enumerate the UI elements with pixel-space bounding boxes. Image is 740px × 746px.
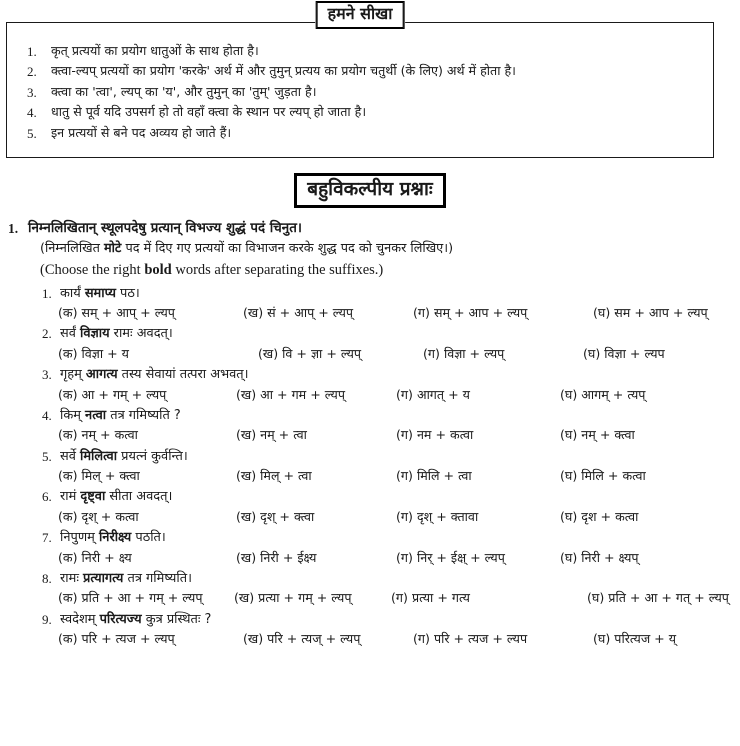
- option-a[interactable]: [58, 548, 236, 568]
- instruction-english-post: words after separating the suffixes.): [171, 262, 384, 279]
- question-stem-pre: किम्: [60, 407, 86, 423]
- option-label: (ग): [396, 386, 413, 402]
- question-options: [0, 344, 740, 364]
- question-stem-pre: रामं: [60, 489, 81, 505]
- option-c[interactable]: [396, 385, 560, 405]
- question-options: [0, 425, 740, 445]
- option-label: (क): [58, 427, 78, 443]
- question-stem-post: प्रयत्नं कुर्वन्ति।: [117, 448, 188, 464]
- option-text: निरी + ईक्ष्य: [260, 549, 317, 565]
- option-label: (ख): [236, 549, 257, 565]
- option-text: नम् + क्त्वा: [581, 427, 635, 443]
- question-item: [0, 365, 740, 405]
- option-label: (ख): [236, 468, 257, 484]
- option-text: विज्ञा + ल्यप: [604, 345, 665, 361]
- question-item: [0, 487, 740, 527]
- option-label: (क): [58, 631, 78, 647]
- option-label: (क): [58, 386, 78, 402]
- option-a[interactable]: [58, 629, 243, 649]
- question-number: 8.: [42, 570, 52, 586]
- option-label: (ख): [258, 345, 279, 361]
- question-number: 7.: [42, 530, 52, 546]
- option-d[interactable]: [560, 466, 646, 486]
- option-label: (घ): [593, 305, 611, 321]
- option-a[interactable]: [58, 588, 234, 608]
- option-text: आ + गम् + ल्यप्: [81, 386, 167, 402]
- question-options: [0, 548, 740, 568]
- option-label: (ख): [236, 427, 257, 443]
- summary-point: इन प्रत्ययों से बने पद अव्यय हो जाते हैं।: [51, 124, 232, 140]
- option-c[interactable]: [396, 548, 560, 568]
- option-label: (घ): [560, 386, 578, 402]
- question-stem-pre: कार्यं: [60, 285, 85, 301]
- option-text: प्रत्या + गत्य: [411, 590, 470, 606]
- question-stem: [0, 487, 740, 506]
- option-label: (घ): [560, 508, 578, 524]
- question-item: [0, 447, 740, 487]
- summary-point: कृत् प्रत्ययों का प्रयोग धातुओं के साथ होता है।: [51, 43, 259, 58]
- question-number: 6.: [42, 489, 52, 505]
- question-stem-bold: प्रत्यागत्य: [83, 570, 124, 586]
- option-b[interactable]: [243, 629, 413, 649]
- mcq-heading: बहुविकल्पीय प्रश्नाः: [295, 174, 445, 207]
- option-text: परि + त्यज + ल्यप्: [81, 631, 175, 647]
- question-options: [0, 629, 740, 649]
- question-stem: [0, 569, 740, 588]
- option-a[interactable]: [58, 303, 243, 323]
- option-a[interactable]: [58, 425, 236, 445]
- option-label: (ख): [243, 305, 264, 321]
- option-label: (ग): [413, 631, 430, 647]
- question-number: 1.: [42, 285, 52, 301]
- option-b[interactable]: [234, 588, 391, 608]
- option-a[interactable]: [58, 466, 236, 486]
- option-label: (ग): [423, 345, 440, 361]
- option-text: मिलि + कत्वा: [581, 468, 646, 484]
- mcq-heading-row: [0, 174, 740, 207]
- option-text: नम् + कत्वा: [81, 427, 138, 443]
- question-item: [0, 569, 740, 609]
- question-number: 9.: [42, 611, 52, 627]
- question-stem-post: पठति।: [131, 530, 166, 546]
- option-text: मिलि + त्वा: [416, 468, 472, 484]
- instruction-english-bold: bold: [144, 262, 172, 279]
- question-stem-pre: सर्वे: [60, 448, 80, 464]
- option-text: सम् + आप + ल्यप्: [433, 305, 528, 321]
- option-b[interactable]: [236, 466, 396, 486]
- option-d[interactable]: [560, 507, 638, 527]
- question-stem-pre: गृहम्: [60, 367, 86, 383]
- option-c[interactable]: [396, 507, 560, 527]
- option-text: निरी + क्ष्यप्: [581, 549, 639, 565]
- option-c[interactable]: [413, 303, 593, 323]
- option-label: (ख): [243, 631, 264, 647]
- instruction-hindi-post: पद में दिए गए प्रत्ययों का विभाजन करके शुद्ध पद को चुनकर लिखिए।): [121, 240, 454, 256]
- question-stem: [0, 528, 740, 547]
- question-stem: [0, 324, 740, 343]
- option-b[interactable]: [236, 385, 396, 405]
- option-d[interactable]: [587, 588, 729, 608]
- option-text: प्रति + आ + गत् + ल्यप्: [608, 590, 729, 606]
- option-text: परित्यज + य्: [614, 631, 677, 647]
- option-text: दृश + कत्वा: [581, 508, 639, 524]
- question-item: [0, 528, 740, 568]
- question-item: [0, 284, 740, 324]
- option-text: आ + गम + ल्यप्: [260, 386, 345, 402]
- summary-point: क्त्वा का 'त्वा', ल्यप् का 'य', और तुमुन् का 'तुम्' जुड़ता है।: [51, 83, 317, 99]
- question-options: [0, 588, 740, 608]
- question-options: [0, 303, 740, 323]
- option-label: (ग): [396, 427, 413, 443]
- option-label: (क): [58, 549, 78, 565]
- option-text: नम + कत्वा: [416, 427, 474, 443]
- option-a[interactable]: [58, 344, 258, 364]
- option-d[interactable]: [593, 629, 676, 649]
- option-text: मिल् + क्त्वा: [81, 468, 140, 484]
- option-c[interactable]: [396, 425, 560, 445]
- question-options: [0, 385, 740, 405]
- option-label: (ख): [236, 508, 257, 524]
- question-stem: [0, 610, 740, 629]
- instruction-sanskrit-text: निम्नलिखितान् स्थूलपदेषु प्रत्यान् विभज्य शुद्धं पदं चिनुत।: [28, 220, 302, 236]
- summary-list: [21, 41, 699, 143]
- option-c[interactable]: [391, 588, 587, 608]
- option-label: (ग): [396, 549, 413, 565]
- question-stem-bold: विज्ञाय: [79, 326, 110, 342]
- option-label: (ग): [391, 590, 408, 606]
- question-stem-pre: सर्वं: [60, 326, 80, 342]
- question-options: [0, 507, 740, 527]
- question-stem: [0, 406, 740, 425]
- question-stem-pre: स्वदेशम्: [60, 611, 100, 627]
- option-b[interactable]: [236, 548, 396, 568]
- option-text: निरी + क्ष्य: [81, 549, 132, 565]
- option-a[interactable]: [58, 385, 236, 405]
- option-text: विज्ञा + ल्यप्: [443, 345, 505, 361]
- summary-point: क्त्वा-ल्यप् प्रत्ययों का प्रयोग 'करके' अर्थ में और तुमुन् प्रत्यय का प्रयोग चतुर्थी (के लिए) अर्थ में होता है।: [51, 63, 516, 79]
- option-text: नम् + त्वा: [260, 427, 307, 443]
- question-stem-pre: रामः: [60, 570, 84, 586]
- instruction-hindi-bold: मोटे: [103, 240, 122, 256]
- question-stem-bold: नत्वा: [85, 407, 107, 423]
- instruction-english-line: [6, 259, 740, 281]
- option-text: आगम् + त्यप्: [581, 386, 646, 402]
- instruction-number: 1.: [8, 220, 19, 236]
- option-text: आगत् + य: [416, 386, 470, 402]
- option-d[interactable]: [560, 548, 639, 568]
- option-b[interactable]: [236, 507, 396, 527]
- option-label: (ग): [396, 468, 413, 484]
- question-item: [0, 610, 740, 650]
- option-label: (क): [58, 345, 78, 361]
- question-number: 2.: [42, 326, 52, 342]
- option-text: निर् + ईक्ष् + ल्यप्: [416, 549, 505, 565]
- option-c[interactable]: [413, 629, 593, 649]
- question-stem-bold: दृष्ट्वा: [80, 489, 106, 505]
- question-stem: [0, 447, 740, 466]
- option-label: (घ): [560, 427, 578, 443]
- question-stem: [0, 284, 740, 303]
- summary-section: [6, 4, 714, 158]
- option-d[interactable]: [560, 385, 645, 405]
- summary-box: [6, 22, 714, 158]
- question-stem-post: रामः अवदत्।: [109, 326, 173, 342]
- option-label: (घ): [560, 468, 578, 484]
- option-text: परि + त्यज् + ल्यप्: [267, 631, 361, 647]
- option-label: (घ): [583, 345, 601, 361]
- option-b[interactable]: [258, 344, 423, 364]
- instruction-hindi-pre: (निम्नलिखित: [40, 240, 104, 256]
- question-stem-bold: आगत्य: [85, 367, 118, 383]
- option-label: (ग): [413, 305, 430, 321]
- option-text: परि + त्यज + ल्यप: [433, 631, 528, 647]
- option-c[interactable]: [396, 466, 560, 486]
- option-text: दृश् + कत्वा: [81, 508, 139, 524]
- summary-point: धातु से पूर्व यदि उपसर्ग हो तो वहाँ क्त्वा के स्थान पर ल्यप् हो जाता है।: [51, 104, 367, 120]
- option-label: (ख): [236, 386, 257, 402]
- question-stem: [0, 365, 740, 384]
- question-options: [0, 466, 740, 486]
- option-text: दृश् + क्तावा: [416, 508, 479, 524]
- option-label: (घ): [560, 549, 578, 565]
- option-text: प्रति + आ + गम् + ल्यप्: [81, 590, 203, 606]
- question-stem-bold: निरीक्ष्य: [98, 530, 132, 546]
- instruction-hindi-line: [6, 239, 740, 259]
- option-label: (क): [58, 305, 78, 321]
- instruction-sanskrit-line: [6, 219, 740, 239]
- option-text: दृश् + क्त्वा: [260, 508, 315, 524]
- option-d[interactable]: [593, 303, 708, 323]
- option-label: (क): [58, 590, 78, 606]
- instructions-block: [6, 219, 740, 282]
- question-stem-post: पठ।: [115, 285, 140, 301]
- question-stem-bold: परित्यज्य: [99, 611, 142, 627]
- option-label: (घ): [587, 590, 605, 606]
- instruction-english-pre: (Choose the right: [40, 262, 145, 279]
- question-stem-post: सीता अवदत्।: [105, 489, 173, 505]
- option-label: (घ): [593, 631, 611, 647]
- option-text: सं + आप् + ल्यप्: [267, 305, 354, 321]
- question-stem-post: तस्य सेवायां तत्परा अभवत्।: [117, 367, 249, 383]
- question-stem-pre: निपुणम्: [60, 530, 99, 546]
- question-stem-post: कुत्र प्रस्थितः ?: [141, 611, 212, 627]
- option-d[interactable]: [583, 344, 665, 364]
- question-number: 5.: [42, 448, 52, 464]
- option-c[interactable]: [423, 344, 583, 364]
- option-text: वि + ज्ञा + ल्यप्: [282, 345, 362, 361]
- question-number: 3.: [42, 367, 52, 383]
- question-stem-post: तत्र गमिष्यति।: [123, 570, 192, 586]
- option-d[interactable]: [560, 425, 635, 445]
- question-item: [0, 406, 740, 446]
- option-label: (क): [58, 468, 78, 484]
- option-b[interactable]: [236, 425, 396, 445]
- option-b[interactable]: [243, 303, 413, 323]
- option-label: (ख): [234, 590, 255, 606]
- question-list: [0, 284, 740, 650]
- option-label: (ग): [396, 508, 413, 524]
- question-stem-bold: मिलित्वा: [79, 448, 118, 464]
- option-text: सम + आप + ल्यप्: [614, 305, 708, 321]
- option-text: मिल् + त्वा: [260, 468, 312, 484]
- option-text: सम् + आप् + ल्यप्: [81, 305, 175, 321]
- option-text: विज्ञा + य: [81, 345, 129, 361]
- question-item: [0, 324, 740, 364]
- summary-title: हमने सीखा: [317, 2, 404, 28]
- question-stem-bold: समाप्य: [84, 285, 116, 301]
- option-label: (क): [58, 508, 78, 524]
- question-stem-post: तत्र गमिष्यति ?: [106, 407, 181, 423]
- option-a[interactable]: [58, 507, 236, 527]
- question-number: 4.: [42, 407, 52, 423]
- option-text: प्रत्या + गम् + ल्यप्: [258, 590, 352, 606]
